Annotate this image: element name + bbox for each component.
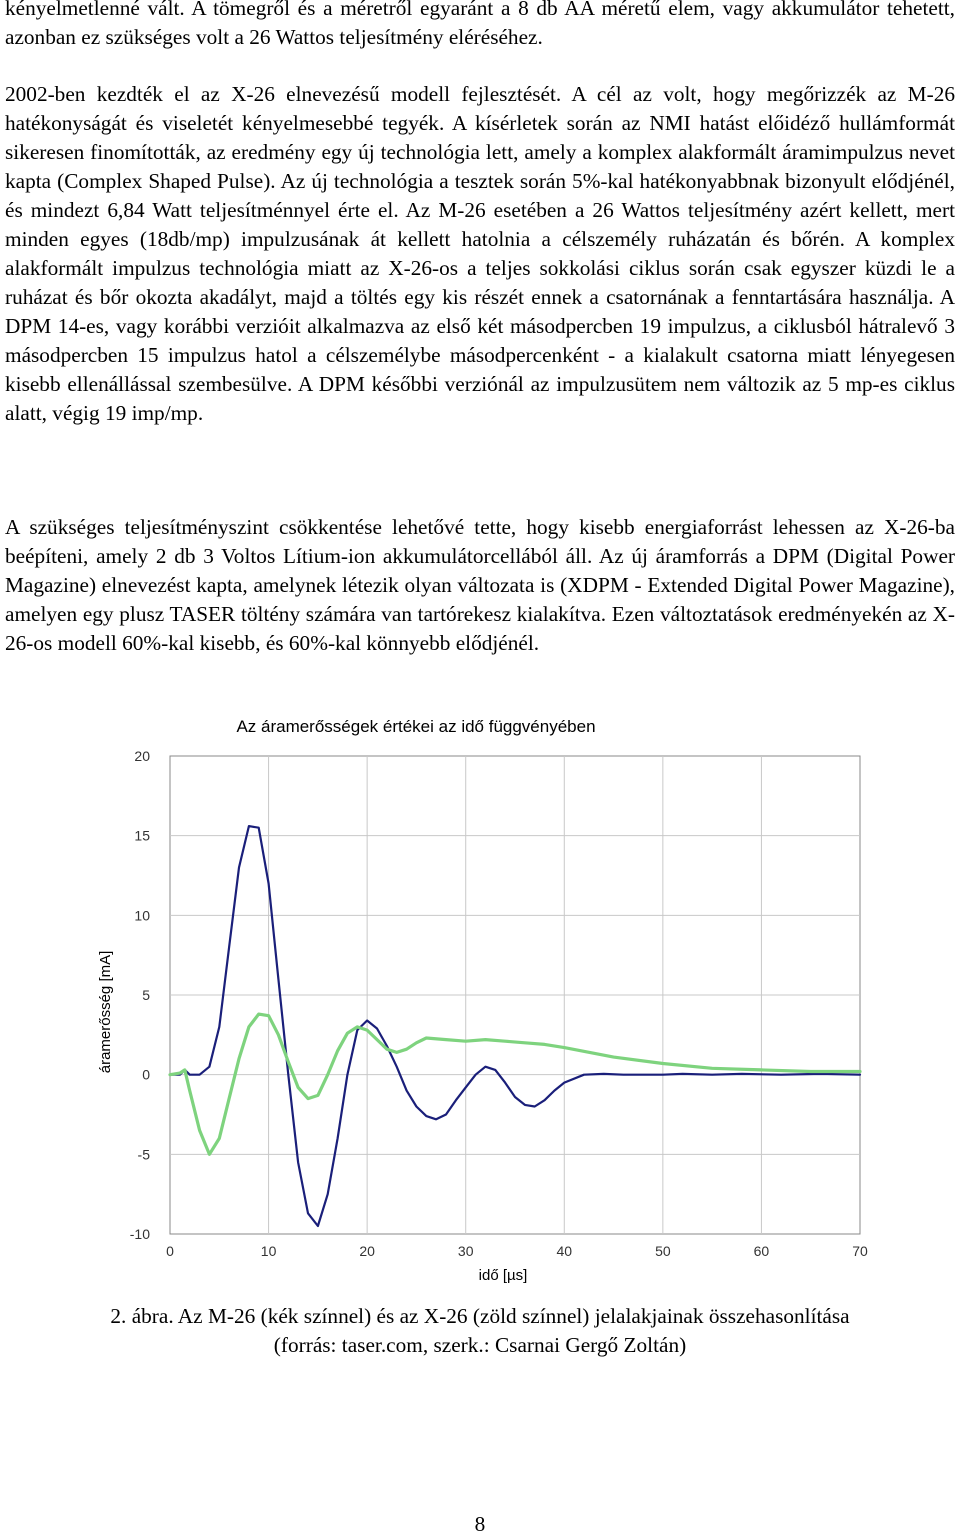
- y-axis-label: áramerősség [mA]: [97, 950, 114, 1074]
- y-tick-label: 5: [142, 987, 150, 1003]
- y-tick-label: 20: [134, 748, 150, 764]
- paragraph-2: 2002-ben kezdték el az X-26 elnevezésű modell fejlesztését. A cél az volt, hogy megőrizzék az M-26 hatékonyságát és viseletét kényelmesebbé tegyék. A kísérletek során az NMI hatást előidéző hullámformát sikeresen finomították, az eredmény egy új technológia lett, amely a komplex alakformált áramimpulzus nevet kapta (Complex Shaped Pulse). Az új technológia a tesztek során 5%-kal hatékonyabbnak bizonyult elődjénél, és mindezt 6,84 Watt teljesítménnyel érte el. Az M-26 esetében a 26 Wattos teljesítmény azért kellett, mert minden egyes (18db/mp) impulzusának át kellett hatolnia a célszemély ruházatán és bőrén. A komplex alakformált impulzus technológia miatt az X-26-os a teljes sokkolási ciklus során csak egyszer küzdi le a ruházat és bőr okozta akadályt, majd a töltés egy kis részét ennek a csatornának a fenntartására használja. A DPM 14-es, vagy korábbi verzióit alkalmazva az első két másodpercben 19 impulzus, a ciklusból hátralevő 3 másodpercben 15 impulzus hatol a célszemélybe másodpercenként - a kialakult csatorna miatt lényegesen kisebb ellenállással szembesülve. A DPM későbbi verziónál az impulzusütem nem változik az 5 mp-es ciklus alatt, végig 19 imp/mp.: [5, 82, 955, 425]
- x-tick-label: 40: [556, 1243, 573, 1259]
- caption-line-1: 2. ábra. Az M-26 (kék színnel) és az X-26 (zöld színnel) jelalakjainak összehasonlítása: [110, 1304, 850, 1328]
- y-tick-label: 10: [134, 907, 150, 924]
- caption-line-2: (forrás: taser.com, szerk.: Csarnai Gergő Zoltán): [273, 1333, 687, 1357]
- chart-title: Az áramerősségek értékei az idő függvényében: [236, 717, 596, 736]
- x-tick-label: 30: [457, 1243, 474, 1259]
- page-number: 8: [474, 1512, 486, 1536]
- x-tick-label: 50: [655, 1243, 671, 1259]
- x-tick-label: 70: [852, 1243, 868, 1259]
- chart-svg: [90, 712, 880, 1290]
- paragraph-1: kényelmetlenné vált. A tömegről és a méretről egyaránt a 8 db AA méretű elem, vagy akkumulátor tehetett, azonban ez szükséges volt a 26 Wattos teljesítmény eléréséhez.: [5, 0, 955, 49]
- x-tick-label: 20: [359, 1243, 375, 1259]
- y-tick-label: 0: [142, 1066, 150, 1083]
- y-tick-label: -10: [129, 1226, 150, 1242]
- y-tick-label: 15: [134, 827, 150, 844]
- y-tick-label: -5: [137, 1146, 150, 1163]
- current-waveform-chart: [90, 712, 880, 1290]
- x-tick-label: 60: [753, 1243, 770, 1259]
- x-tick-label: 10: [260, 1243, 277, 1259]
- figure-caption: [0, 1302, 960, 1360]
- x-tick-label: 0: [166, 1243, 174, 1259]
- paragraph-3: A szükséges teljesítményszint csökkentése lehetővé tette, hogy kisebb energiaforrást lehessen az X-26-ba beépíteni, amely 2 db 3 Voltos Lítium-ion akkumulátorcellából áll. Az új áramforrás a DPM (Digital Power Magazine) elnevezést kapta, amelynek létezik olyan változata is (XDPM - Extended Digital Power Magazine), amelyen egy plusz TASER töltény számára van tartórekesz kialakítva. Ezen változtatások eredményekén az X-26-os modell 60%-kal kisebb, és 60%-kal könnyebb elődjénél.: [5, 515, 955, 655]
- x-axis-label: idő [µs]: [478, 1267, 528, 1284]
